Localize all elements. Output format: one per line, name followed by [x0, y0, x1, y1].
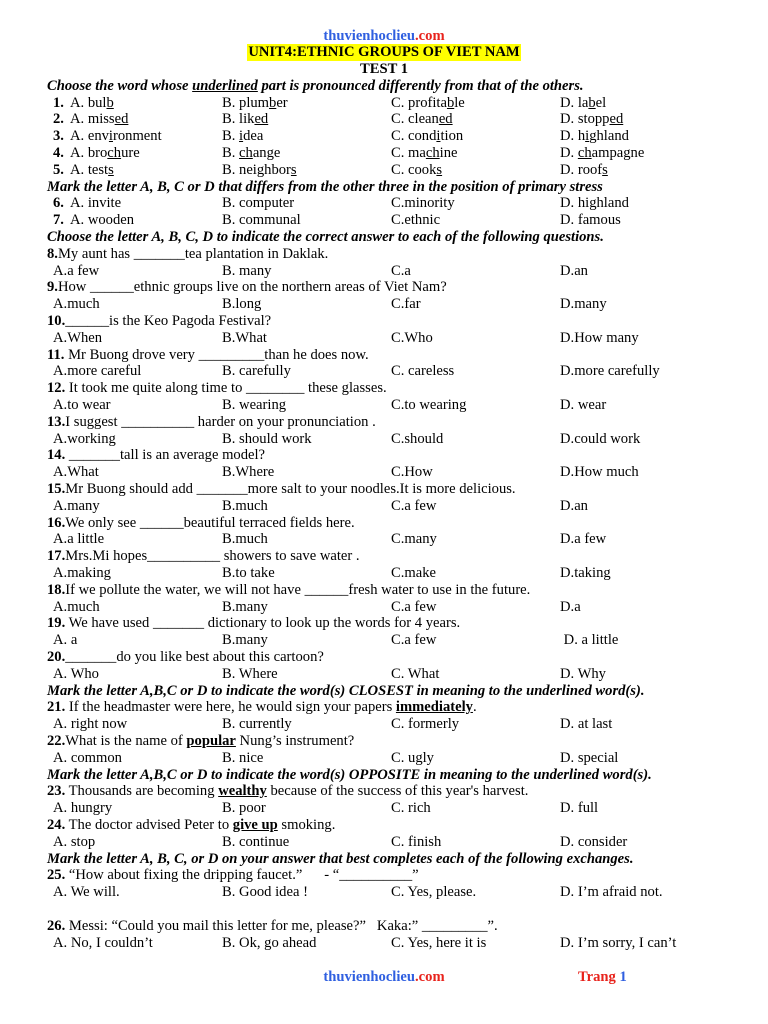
option-d [560, 111, 729, 128]
option-text: D. roof [560, 161, 603, 178]
option-text: ure [121, 145, 140, 162]
option-d: D. at last [560, 716, 613, 733]
question-text: What is the name of [65, 732, 187, 749]
underlined-part: b [588, 94, 596, 111]
option-c: C.a few [391, 632, 437, 649]
option-text: dea [243, 128, 264, 145]
underlined-part: b [446, 94, 455, 111]
question-number: 5. [53, 161, 64, 178]
question-stem-20 [0, 649, 768, 666]
answer-options-17 [0, 565, 768, 582]
option-c: C.make [391, 565, 436, 581]
option-text: B. [222, 128, 240, 145]
option-text: er [276, 94, 288, 111]
option-c: C.a few [391, 598, 437, 615]
option-b: B. wearing [222, 397, 287, 414]
question-stem-26 [0, 918, 768, 935]
option-b: B.much [222, 497, 268, 514]
question-text: _______do you like best about this cartoon? [65, 648, 324, 665]
option-b: B.many [222, 598, 268, 615]
option-c: C.far [391, 296, 421, 313]
instruction-underlined: underlined [192, 77, 258, 94]
option-text: D. stopp [560, 111, 610, 128]
answer-options-13 [0, 431, 768, 448]
option-c: C.a few [391, 497, 437, 514]
option-a: A.a little [53, 531, 105, 548]
option-a: A.a few [53, 262, 100, 279]
option-a [53, 95, 222, 112]
page-number [578, 969, 627, 986]
option-d: D. I’m afraid not. [560, 884, 663, 901]
option-a: A. hungry [53, 800, 113, 817]
question-text: ______is the Keo Pagoda Festival? [65, 313, 272, 330]
instruction-text: Mark the letter A, B, C or D that differs from the other three in the position of primary stress [47, 178, 603, 195]
question-number: 15. [47, 481, 66, 498]
question-stem-21 [0, 699, 768, 716]
underlined-part: ch [577, 145, 592, 162]
section-instruction-opposite [0, 767, 768, 784]
question-stem-13 [0, 414, 768, 431]
question-stem-15 [0, 481, 768, 498]
option-text: A. miss [70, 111, 115, 128]
option-a: A. stop [53, 833, 96, 850]
option-b: B. many [222, 262, 272, 279]
option-a: A.making [53, 565, 111, 581]
underlined-part: ed [254, 111, 269, 128]
option-text: D. [560, 145, 578, 162]
instruction-text: Mark the letter A, B, C, or D on your answer that best completes each of the following exchanges. [47, 850, 634, 867]
option-d: D.many [560, 296, 607, 313]
option-d: D. a little [560, 632, 619, 649]
option-d: D.an [560, 497, 588, 514]
question-row-3 [0, 128, 768, 145]
option-c: C. What [391, 665, 440, 682]
question-stem-11 [0, 347, 768, 364]
option-b: B. carefully [222, 363, 291, 380]
option-a [53, 111, 222, 128]
option-a: A.What [53, 464, 99, 481]
footer-site-tld: .com [415, 968, 445, 985]
instruction-text: Mark the letter A,B,C or D to indicate the word(s) OPPOSITE in meaning to the underlined word(s). [47, 766, 652, 783]
question-number: 11. [47, 346, 65, 363]
option-d: D. famous [560, 212, 621, 229]
option-b: B.to take [222, 565, 275, 581]
option-text: A. test [70, 161, 109, 178]
option-c: C. formerly [391, 716, 460, 733]
question-text: . [472, 699, 477, 716]
question-text: We have used _______ dictionary to look up the words for 4 years. [65, 615, 461, 632]
option-d: D.a few [560, 531, 607, 548]
option-text: C. clean [391, 111, 439, 128]
option-text: ghland [589, 128, 629, 145]
option-a: A. common [53, 749, 122, 766]
option-d: D. Why [560, 665, 606, 682]
option-d: D. I’m sorry, I can’t [560, 934, 677, 951]
answer-options-22 [0, 750, 768, 767]
answer-options-24 [0, 834, 768, 851]
option-text: C. ma [391, 145, 426, 162]
underlined-part: ch [239, 145, 253, 162]
option-text: ronment [112, 128, 162, 145]
option-b [222, 162, 391, 179]
question-number: 10. [47, 313, 66, 330]
question-stem-18 [0, 582, 768, 599]
footer-site [0, 969, 768, 986]
option-b: B. should work [222, 430, 312, 447]
option-d: D.a [560, 598, 581, 615]
option-d: D. wear [560, 397, 607, 414]
option-a: A.working [53, 430, 116, 447]
option-text: A. wooden [70, 212, 135, 229]
option-c: C. rich [391, 800, 431, 817]
question-number: 23. [47, 783, 66, 800]
unit-title-line [0, 44, 768, 61]
question-stem-9 [0, 279, 768, 296]
option-a: A. We will. [53, 884, 120, 901]
option-a: A.When [53, 329, 103, 346]
option-text: A. env [70, 128, 109, 145]
answer-options-15 [0, 498, 768, 515]
option-a: A.more careful [53, 363, 142, 380]
underlined-part: ed [609, 111, 624, 128]
question-number: 12. [47, 380, 66, 397]
question-stem-22 [0, 733, 768, 750]
underlined-part: i [436, 128, 441, 145]
answer-options-23 [0, 800, 768, 817]
question-text: “How about fixing the dripping faucet.” - “__________” [65, 867, 419, 884]
option-c: C. Yes, here it is [391, 934, 487, 951]
question-stem-19 [0, 615, 768, 632]
option-text: C. cook [391, 161, 437, 178]
question-number: 26. [47, 917, 66, 934]
question-row-2 [0, 111, 768, 128]
option-d: D. full [560, 800, 599, 817]
instruction-text: Choose the word whose [47, 77, 193, 94]
question-stem-17 [0, 548, 768, 565]
site-tld: .com [415, 27, 445, 44]
option-c [391, 111, 560, 128]
question-number: 7. [53, 212, 64, 229]
option-c: C.minority [391, 195, 455, 212]
option-b [222, 145, 391, 162]
question-number: 21. [47, 699, 66, 716]
option-c: C. careless [391, 363, 455, 380]
question-number: 8. [47, 245, 58, 262]
underlined-part: s [436, 161, 443, 178]
option-text: C. cond [391, 128, 437, 145]
section-instruction-exchange [0, 851, 768, 868]
question-stem-8 [0, 246, 768, 263]
option-c: C.Who [391, 329, 433, 346]
option-c: C. ugly [391, 749, 434, 766]
option-a: A.much [53, 296, 100, 313]
answer-options-11 [0, 363, 768, 380]
question-text: My aunt has _______tea plantation in Daklak. [57, 245, 329, 262]
option-text: D. la [560, 94, 589, 111]
option-a [53, 162, 222, 179]
option-text: B. lik [222, 111, 255, 128]
answer-options-18 [0, 599, 768, 616]
answer-options-20 [0, 666, 768, 683]
underlined-word: wealthy [218, 783, 267, 800]
underlined-word: give up [232, 816, 278, 833]
option-text: B. [222, 145, 240, 162]
option-text: ine [439, 145, 458, 162]
option-b: B. poor [222, 800, 266, 817]
document-content [0, 28, 768, 952]
option-d [560, 95, 729, 112]
option-a: A.to wear [53, 397, 111, 414]
option-d: D.How many [560, 329, 639, 346]
option-a: A. right now [53, 716, 128, 733]
question-row-6 [0, 195, 768, 212]
question-text: smoking. [277, 816, 336, 833]
option-text: le [454, 94, 465, 111]
option-d: D. consider [560, 833, 628, 850]
question-text: because of the success of this year's harvest. [266, 783, 529, 800]
option-text: B. plum [222, 94, 270, 111]
answer-options-12 [0, 397, 768, 414]
option-d: D.How much [560, 464, 639, 481]
option-c [391, 95, 560, 112]
question-row-7 [0, 212, 768, 229]
site-name: thuvienhoclieu [323, 27, 416, 44]
question-stem-24 [0, 817, 768, 834]
option-text: D. h [560, 128, 586, 145]
blank-line [0, 901, 768, 918]
question-row-5 [0, 162, 768, 179]
instruction-text: Choose the letter A, B, C, D to indicate the correct answer to each of the following questions. [47, 229, 604, 246]
option-text: el [595, 94, 607, 111]
option-c: C.many [391, 531, 437, 548]
question-text: If the headmaster were here, he would sign your papers [65, 699, 396, 716]
option-a: A. Who [53, 665, 99, 682]
option-b: B.much [222, 531, 268, 548]
question-stem-25 [0, 867, 768, 884]
option-text: A. bro [70, 145, 108, 162]
option-c: C.a [391, 262, 411, 279]
option-b [222, 111, 391, 128]
option-c: C.ethnic [391, 212, 441, 229]
option-a: A.many [53, 497, 100, 514]
option-b: B. continue [222, 833, 290, 850]
answer-options-26 [0, 935, 768, 952]
question-text: The doctor advised Peter to [65, 816, 233, 833]
instruction-text: Mark the letter A,B,C or D to indicate the word(s) CLOSEST in meaning to the underlined word(s). [47, 682, 645, 699]
answer-options-19 [0, 632, 768, 649]
option-text: C. profita [391, 94, 447, 111]
question-stem-16 [0, 515, 768, 532]
site-header [0, 28, 768, 45]
question-text: It took me quite along time to ________ these glasses. [65, 380, 387, 397]
option-a [53, 212, 222, 229]
instruction-text: part is pronounced differently from that of the others. [257, 77, 584, 94]
option-text: A. invite [70, 195, 122, 212]
footer-site-name: thuvienhoclieu [323, 968, 416, 985]
question-number: 22. [47, 732, 66, 749]
question-row-4 [0, 145, 768, 162]
option-text: tion [440, 128, 464, 145]
option-c: C. Yes, please. [391, 884, 477, 901]
underlined-word: immediately [395, 699, 473, 716]
underlined-part: s [108, 161, 114, 178]
unit-title: UNIT4:ETHNIC GROUPS OF VIET NAM [248, 44, 520, 61]
option-text: ange [252, 145, 281, 162]
underlined-part: i [585, 128, 590, 145]
question-text: I suggest __________ harder on your pronunciation . [65, 413, 376, 430]
option-d: D. highland [560, 195, 629, 212]
option-b: B.long [222, 296, 262, 313]
underlined-part: ch [425, 145, 440, 162]
question-number: 9. [47, 279, 58, 296]
option-d: D.more carefully [560, 363, 660, 380]
question-text: Nung’s instrument? [235, 732, 355, 749]
underlined-part: s [602, 161, 608, 178]
answer-options-14 [0, 464, 768, 481]
option-text: A. bul [70, 94, 107, 111]
question-text: We only see ______beautiful terraced fields here. [65, 514, 355, 531]
question-number: 18. [47, 581, 66, 598]
option-c: C.to wearing [391, 397, 467, 414]
answer-options-21 [0, 716, 768, 733]
option-b: B.many [222, 632, 268, 649]
option-a: A. a [53, 632, 78, 649]
option-d [560, 128, 729, 145]
question-text: Mr Buong drove very _________than he does now. [64, 346, 369, 363]
option-d: D.taking [560, 565, 611, 581]
option-d: D.an [560, 262, 588, 279]
question-stem-12 [0, 380, 768, 397]
test-title-line [0, 61, 768, 78]
underlined-part: b [106, 94, 114, 111]
question-stem-10 [0, 313, 768, 330]
section-instruction-stress [0, 179, 768, 196]
question-number: 17. [47, 548, 66, 565]
option-b: B.Where [222, 464, 275, 481]
section-instruction-grammar [0, 229, 768, 246]
question-row-1 [0, 95, 768, 112]
option-b: B. Ok, go ahead [222, 934, 317, 951]
question-text: If we pollute the water, we will not have ______fresh water to use in the future. [65, 581, 531, 598]
answer-options-9 [0, 296, 768, 313]
option-c [391, 128, 560, 145]
answer-options-16 [0, 531, 768, 548]
option-b [222, 95, 391, 112]
question-number: 16. [47, 514, 66, 531]
question-number: 25. [47, 867, 66, 884]
underlined-part: b [269, 94, 277, 111]
question-number: 20. [47, 648, 66, 665]
option-c [391, 145, 560, 162]
question-text: Thousands are becoming [65, 783, 219, 800]
option-a [53, 145, 222, 162]
question-text: Messi: “Could you mail this letter for me, please?” Kaka:” _________”. [65, 917, 498, 934]
question-number: 4. [53, 145, 64, 162]
question-number: 13. [47, 413, 66, 430]
option-c [391, 162, 560, 179]
underlined-part: i [108, 128, 113, 145]
option-a [53, 128, 222, 145]
option-d: D.could work [560, 430, 641, 447]
underlined-part: ed [438, 111, 453, 128]
question-text: _______tall is an average model? [65, 447, 266, 464]
option-b: B. Where [222, 665, 278, 682]
question-stem-14 [0, 447, 768, 464]
option-d [560, 162, 729, 179]
question-number: 2. [53, 111, 64, 128]
option-b: B.What [222, 329, 267, 346]
option-b [222, 128, 391, 145]
option-text: ampagne [591, 145, 645, 162]
option-b: B. currently [222, 716, 292, 733]
answer-options-25 [0, 884, 768, 901]
question-number: 6. [53, 195, 64, 212]
question-text: Mr Buong should add _______more salt to your noodles.It is more delicious. [65, 481, 516, 498]
question-text: Mrs.Mi hopes__________ showers to save water . [65, 548, 360, 565]
underlined-part: s [290, 161, 297, 178]
option-b: B. Good idea ! [222, 884, 308, 901]
option-a [53, 195, 222, 212]
option-d: D. special [560, 749, 619, 766]
question-number: 14. [47, 447, 66, 464]
underlined-word: popular [186, 732, 236, 749]
option-c: C.How [391, 464, 433, 481]
question-number: 3. [53, 128, 64, 145]
answer-options-10 [0, 330, 768, 347]
option-a: A.much [53, 598, 100, 615]
option-b: B. computer [222, 195, 295, 212]
question-text: How ______ethnic groups live on the northern areas of Viet Nam? [57, 279, 447, 296]
question-stem-23 [0, 783, 768, 800]
test-title: TEST 1 [360, 61, 408, 78]
underlined-part: ch [107, 145, 122, 162]
question-number: 1. [53, 94, 64, 111]
underlined-part: ed [114, 111, 129, 128]
answer-options-8 [0, 263, 768, 280]
option-c: C. finish [391, 833, 442, 850]
page-number-value: 1 [619, 968, 627, 985]
option-b: B. nice [222, 749, 264, 766]
section-instruction-pronunciation [0, 78, 768, 95]
option-b: B. communal [222, 212, 301, 229]
section-instruction-closest [0, 683, 768, 700]
underlined-part: i [239, 128, 244, 145]
option-d [560, 145, 729, 162]
page-label: Trang [578, 968, 620, 985]
question-number: 24. [47, 816, 66, 833]
option-a: A. No, I couldn’t [53, 934, 153, 951]
question-number: 19. [47, 615, 66, 632]
option-text: B. neighbor [222, 161, 291, 178]
option-c: C.should [391, 430, 444, 447]
